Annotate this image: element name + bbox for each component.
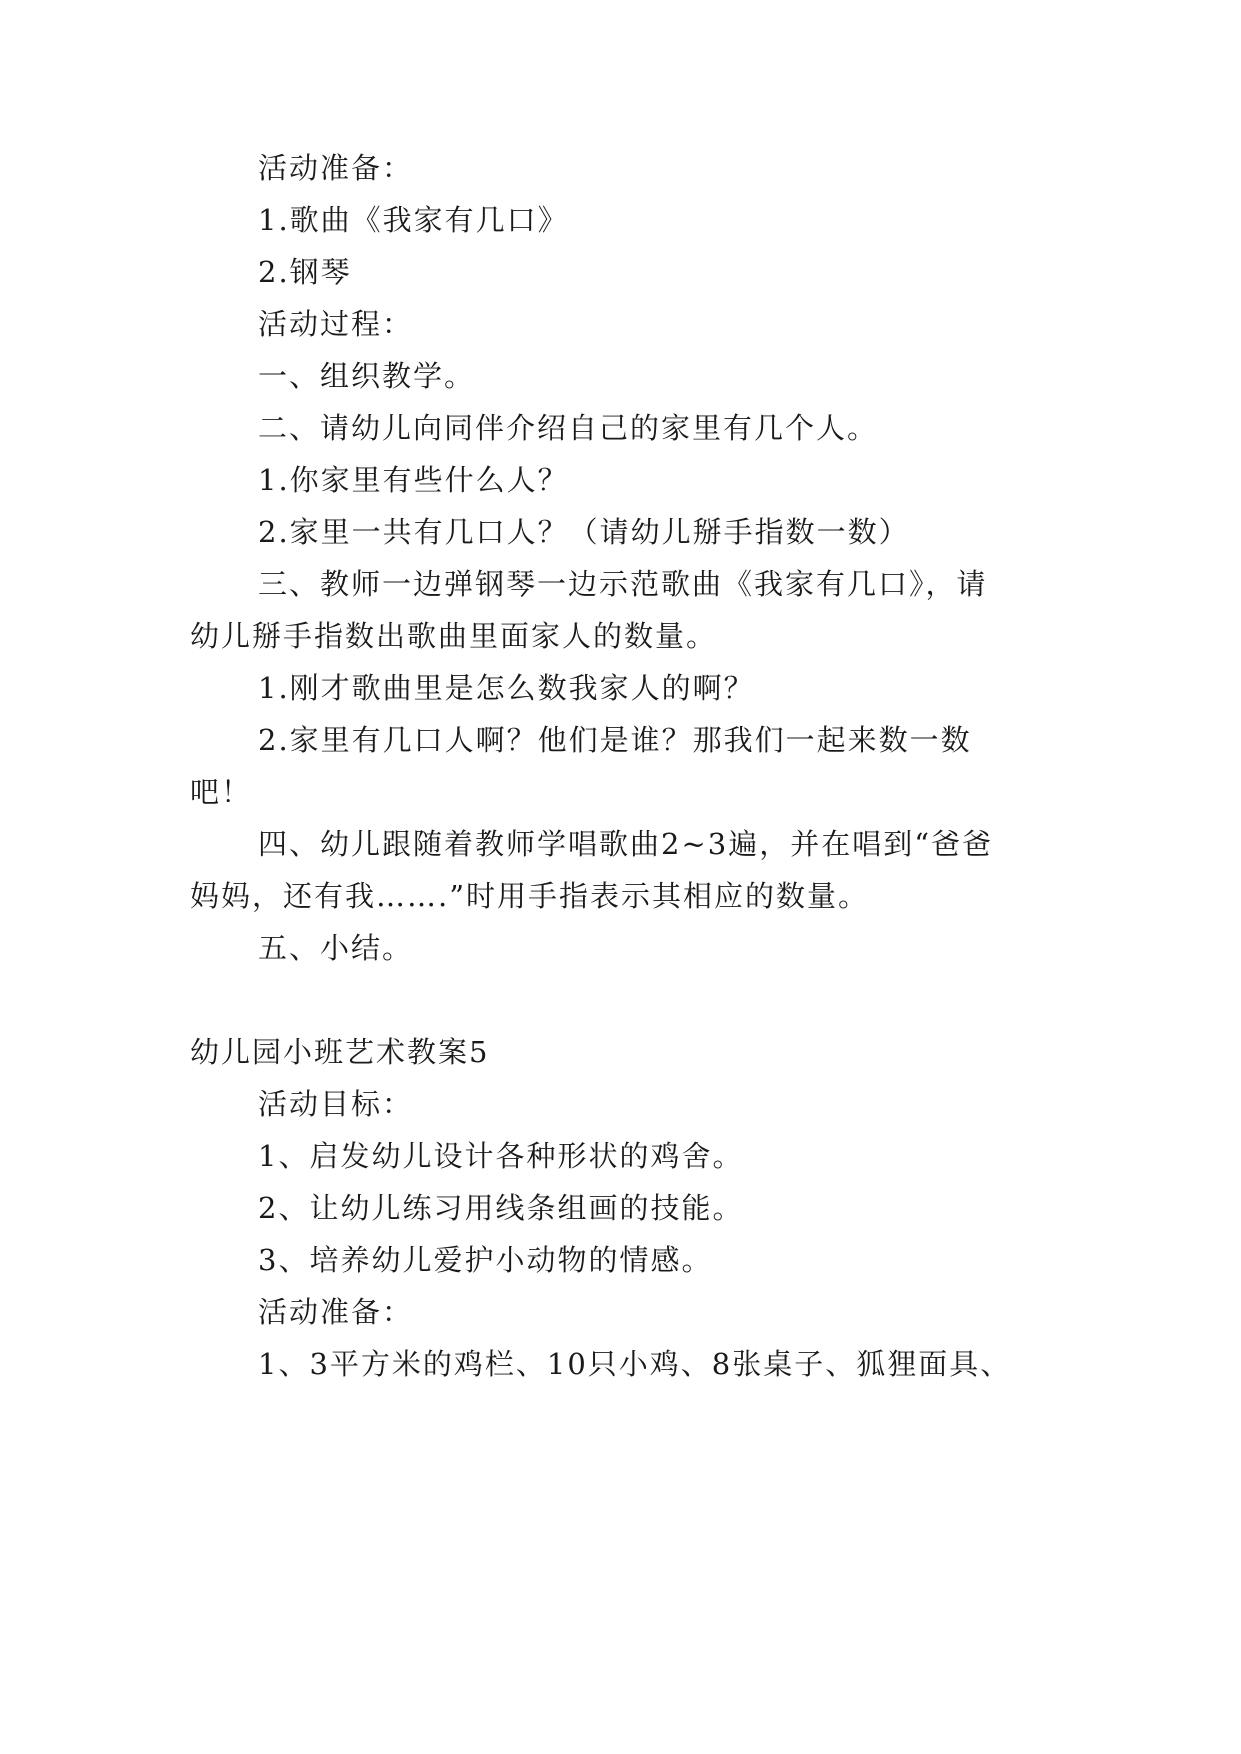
prep-2-item-1: 1、3平方米的鸡栏、10只小鸡、8张桌子、狐狸面具、 [258,1347,1012,1381]
goal-item-1: 1、启发幼儿设计各种形状的鸡舍。 [258,1139,744,1173]
process-step-2: 二、请幼儿向同伴介绍自己的家里有几个人。 [258,411,879,445]
process-question-4-cont: 吧！ [190,775,253,809]
prep-item-2: 2.钢琴 [258,255,352,289]
process-question-2: 2.家里一共有几口人？（请幼儿掰手指数一数） [258,515,910,549]
process-step-3: 三、教师一边弹钢琴一边示范歌曲《我家有几口》，请 [258,567,988,601]
goal-item-3: 3、培养幼儿爱护小动物的情感。 [258,1243,713,1277]
process-question-3: 1.刚才歌曲里是怎么数我家人的啊？ [258,671,755,705]
section-heading-prep: 活动准备： [258,151,414,185]
goal-item-2: 2、让幼儿练习用线条组画的技能。 [258,1191,744,1225]
prep-item-1: 1.歌曲《我家有几口》 [258,203,569,237]
process-step-4: 四、幼儿跟随着教师学唱歌曲2~3遍，并在唱到“爸爸 [258,827,994,861]
section-heading-process: 活动过程： [258,307,414,341]
process-question-1: 1.你家里有些什么人？ [258,463,569,497]
process-question-4: 2.家里有几口人啊？他们是谁？那我们一起来数一数 [258,723,972,757]
process-step-5: 五、小结。 [258,931,414,965]
process-step-3-cont: 幼儿掰手指数出歌曲里面家人的数量。 [190,619,718,653]
lesson-title: 幼儿园小班艺术教案5 [190,1035,490,1069]
section-heading-prep-2: 活动准备： [258,1295,414,1329]
process-step-4-cont: 妈妈，还有我…….”时用手指表示其相应的数量。 [190,879,870,913]
section-heading-goals: 活动目标： [258,1087,414,1121]
process-step-1: 一、组织教学。 [258,359,476,393]
